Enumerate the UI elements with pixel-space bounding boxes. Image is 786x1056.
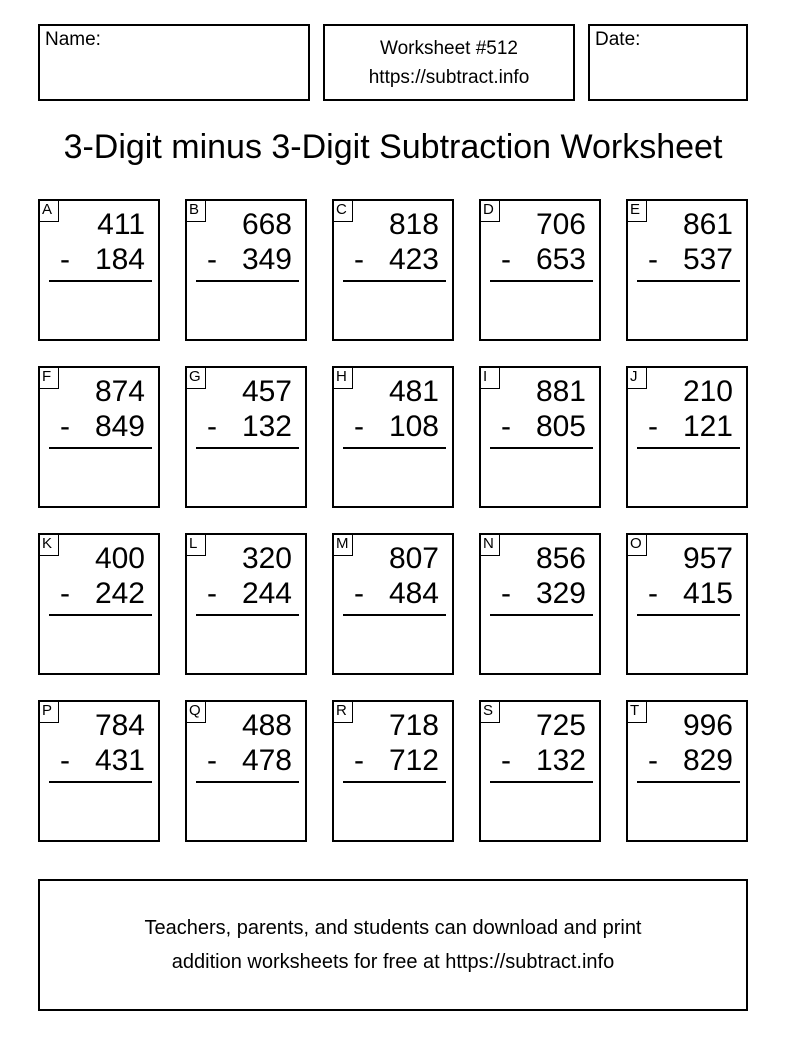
minuend: 411 — [97, 208, 145, 241]
minus-sign: - — [501, 577, 511, 610]
answer-line — [49, 447, 152, 449]
subtrahend: 423 — [388, 243, 439, 276]
problem-label: E — [627, 200, 647, 222]
problem-label: H — [333, 367, 353, 389]
problem-cell — [185, 700, 307, 842]
problem-cell — [332, 700, 454, 842]
answer-line — [49, 614, 152, 616]
subtrahend: 349 — [241, 243, 292, 276]
worksheet-info-box — [323, 24, 575, 101]
problem-cell — [479, 199, 601, 341]
problem-label: S — [480, 701, 500, 723]
problem-cell — [332, 366, 454, 508]
subtrahend: 329 — [535, 577, 586, 610]
problem-label: M — [333, 534, 353, 556]
answer-line — [637, 781, 740, 783]
subtrahend: 132 — [535, 744, 586, 777]
problem-grid — [38, 199, 748, 842]
minus-sign: - — [207, 577, 217, 610]
subtrahend: 184 — [94, 243, 145, 276]
minuend: 481 — [388, 375, 439, 408]
answer-line — [490, 614, 593, 616]
worksheet-url: https://subtract.info — [368, 67, 530, 88]
subtrahend: 712 — [388, 744, 439, 777]
subtrahend: 849 — [94, 410, 145, 443]
problem-label: L — [186, 534, 206, 556]
problem-label: N — [480, 534, 500, 556]
problem-label: R — [333, 701, 353, 723]
footer-line-2: addition worksheets for free at https://subtract.info — [171, 951, 615, 973]
answer-line — [490, 781, 593, 783]
name-label: Name: — [45, 29, 101, 50]
subtrahend: 805 — [535, 410, 586, 443]
answer-line — [637, 447, 740, 449]
answer-line — [637, 280, 740, 282]
problem-cell — [332, 533, 454, 675]
subtrahend: 242 — [94, 577, 145, 610]
minus-sign: - — [501, 410, 511, 443]
minus-sign: - — [60, 243, 70, 276]
subtrahend: 244 — [241, 577, 292, 610]
problem-cell — [38, 199, 160, 341]
minuend: 807 — [388, 542, 439, 575]
name-box — [38, 24, 310, 101]
problem-label: F — [39, 367, 59, 389]
problem-cell — [38, 533, 160, 675]
problem-label: P — [39, 701, 59, 723]
problem-cell — [38, 700, 160, 842]
footer-box — [38, 879, 748, 1011]
subtrahend: 653 — [535, 243, 586, 276]
minuend: 874 — [94, 375, 145, 408]
minus-sign: - — [60, 410, 70, 443]
subtrahend: 829 — [682, 744, 733, 777]
problem-label: D — [480, 200, 500, 222]
footer-line-1: Teachers, parents, and students can download and print — [144, 917, 642, 939]
date-label: Date: — [595, 29, 641, 50]
problem-cell — [626, 366, 748, 508]
minuend: 400 — [94, 542, 145, 575]
answer-line — [343, 614, 446, 616]
problem-label: Q — [186, 701, 206, 723]
problem-cell — [626, 199, 748, 341]
minuend: 320 — [241, 542, 292, 575]
problem-label: B — [186, 200, 206, 222]
minus-sign: - — [354, 744, 364, 777]
problem-cell — [185, 533, 307, 675]
minuend: 996 — [682, 709, 733, 742]
minuend: 210 — [682, 375, 733, 408]
subtrahend: 415 — [682, 577, 733, 610]
minus-sign: - — [60, 744, 70, 777]
problem-cell — [479, 700, 601, 842]
subtrahend: 108 — [388, 410, 439, 443]
answer-line — [490, 280, 593, 282]
answer-line — [196, 781, 299, 783]
minuend: 856 — [535, 542, 586, 575]
answer-line — [637, 614, 740, 616]
minus-sign: - — [207, 243, 217, 276]
minus-sign: - — [207, 410, 217, 443]
answer-line — [196, 280, 299, 282]
problem-label: J — [627, 367, 647, 389]
minuend: 881 — [535, 375, 586, 408]
minus-sign: - — [648, 744, 658, 777]
problem-cell — [332, 199, 454, 341]
problem-label: I — [480, 367, 500, 389]
minus-sign: - — [354, 243, 364, 276]
problem-cell — [626, 700, 748, 842]
answer-line — [196, 447, 299, 449]
minus-sign: - — [648, 243, 658, 276]
problem-cell — [479, 366, 601, 508]
minus-sign: - — [648, 577, 658, 610]
subtrahend: 484 — [388, 577, 439, 610]
minuend: 818 — [388, 208, 439, 241]
minuend: 718 — [388, 709, 439, 742]
minus-sign: - — [207, 744, 217, 777]
subtrahend: 121 — [682, 410, 733, 443]
problem-label: T — [627, 701, 647, 723]
answer-line — [343, 447, 446, 449]
answer-line — [343, 280, 446, 282]
answer-line — [490, 447, 593, 449]
date-box — [588, 24, 748, 101]
subtrahend: 431 — [94, 744, 145, 777]
problem-cell — [185, 366, 307, 508]
minuend: 457 — [241, 375, 292, 408]
minuend: 668 — [241, 208, 292, 241]
minuend: 706 — [535, 208, 586, 241]
answer-line — [196, 614, 299, 616]
problem-cell — [626, 533, 748, 675]
problem-label: A — [39, 200, 59, 222]
minus-sign: - — [501, 744, 511, 777]
minus-sign: - — [354, 410, 364, 443]
answer-line — [343, 781, 446, 783]
answer-line — [49, 781, 152, 783]
minuend: 725 — [535, 709, 586, 742]
subtrahend: 132 — [241, 410, 292, 443]
problem-cell — [479, 533, 601, 675]
answer-line — [49, 280, 152, 282]
minuend: 957 — [682, 542, 733, 575]
problem-label: K — [39, 534, 59, 556]
problem-cell — [38, 366, 160, 508]
problem-cell — [185, 199, 307, 341]
minus-sign: - — [60, 577, 70, 610]
minuend: 861 — [682, 208, 733, 241]
subtrahend: 537 — [682, 243, 733, 276]
problem-label: C — [333, 200, 353, 222]
problem-label: O — [627, 534, 647, 556]
minus-sign: - — [354, 577, 364, 610]
page-title: 3-Digit minus 3-Digit Subtraction Worksheet — [63, 128, 723, 166]
worksheet-number: Worksheet #512 — [379, 38, 518, 59]
minuend: 784 — [94, 709, 145, 742]
minus-sign: - — [648, 410, 658, 443]
subtrahend: 478 — [241, 744, 292, 777]
minuend: 488 — [241, 709, 292, 742]
minus-sign: - — [501, 243, 511, 276]
problem-label: G — [186, 367, 206, 389]
